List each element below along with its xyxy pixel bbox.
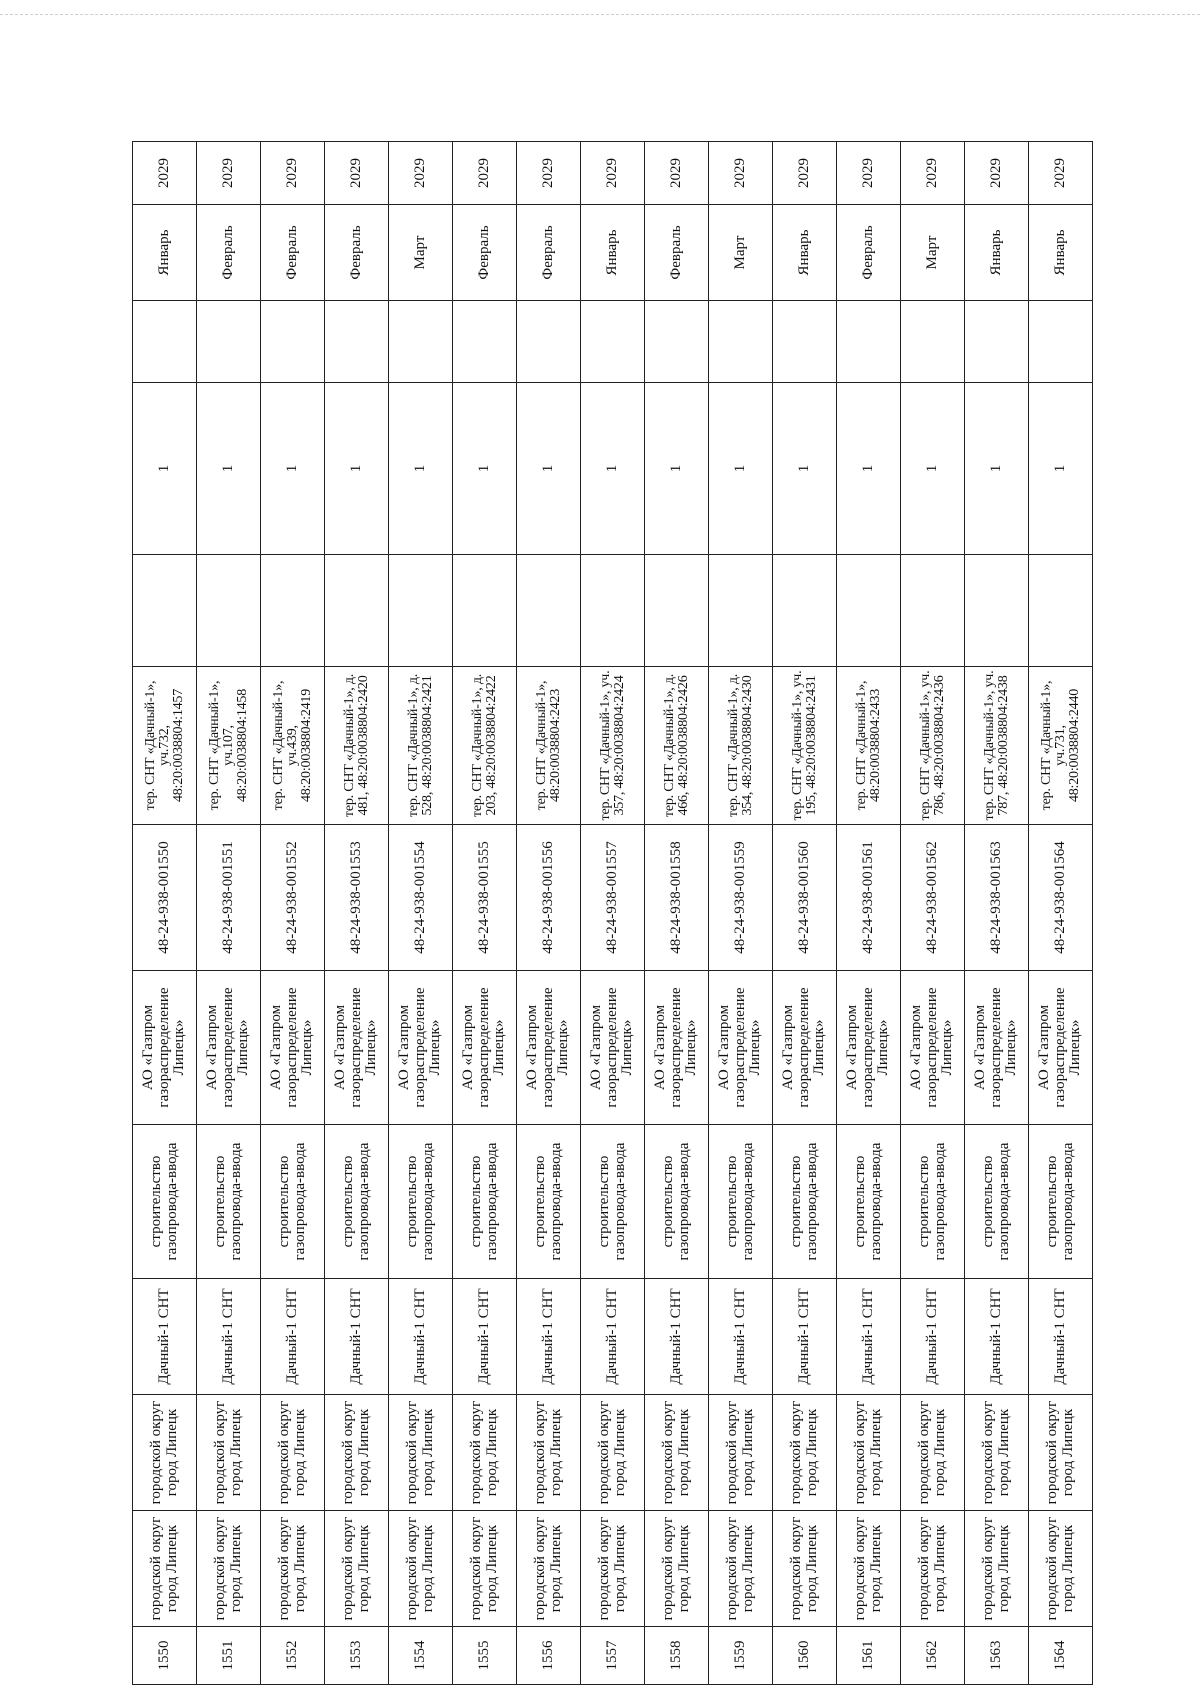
year-cell: 2029 (389, 142, 453, 205)
work-type-cell: строительство газопровода-ввода (837, 1125, 901, 1279)
work-type-cell: строительство газопровода-ввода (389, 1125, 453, 1279)
month-cell: Январь (773, 205, 837, 301)
district-cell: городской округ город Липецк (517, 1511, 581, 1627)
object-code-cell: 48-24-938-001562 (901, 825, 965, 971)
table-row (197, 142, 261, 1685)
empty-cell-2 (773, 301, 837, 383)
quantity-cell: 1 (197, 383, 261, 555)
table-body (133, 142, 1093, 1685)
year-cell: 2029 (325, 142, 389, 205)
municipality-cell: городской округ город Липецк (773, 1395, 837, 1511)
month-cell: Февраль (197, 205, 261, 301)
district-cell: городской округ город Липецк (453, 1511, 517, 1627)
month-cell: Январь (133, 205, 197, 301)
year-cell: 2029 (133, 142, 197, 205)
empty-cell (261, 555, 325, 667)
organization-cell: АО «Газпром газораспределение Липецк» (645, 971, 709, 1125)
municipality-cell: городской округ город Липецк (901, 1395, 965, 1511)
empty-cell (1029, 555, 1093, 667)
object-code-cell: 48-24-938-001557 (581, 825, 645, 971)
quantity-cell: 1 (261, 383, 325, 555)
municipality-cell: городской округ город Липецк (581, 1395, 645, 1511)
organization-cell: АО «Газпром газораспределение Липецк» (133, 971, 197, 1125)
month-cell: Март (901, 205, 965, 301)
address-cell: тер. СНТ «Дачный-1», 48:20:0038804:2433 (837, 667, 901, 825)
address-cell: тер. СНТ «Дачный-1», уч.732, 48:20:0038804:1457 (133, 667, 197, 825)
month-cell: Январь (1029, 205, 1093, 301)
object-code-cell: 48-24-938-001554 (389, 825, 453, 971)
empty-cell-2 (517, 301, 581, 383)
address-cell: тер. СНТ «Дачный-1», 48:20:0038804:2423 (517, 667, 581, 825)
object-code-cell: 48-24-938-001551 (197, 825, 261, 971)
settlement-cell: Дачный-1 СНТ (837, 1279, 901, 1395)
empty-cell-2 (325, 301, 389, 383)
month-cell: Февраль (261, 205, 325, 301)
municipality-cell: городской округ город Липецк (965, 1395, 1029, 1511)
month-cell: Февраль (325, 205, 389, 301)
quantity-cell: 1 (709, 383, 773, 555)
empty-cell (773, 555, 837, 667)
year-cell: 2029 (261, 142, 325, 205)
work-type-cell: строительство газопровода-ввода (901, 1125, 965, 1279)
district-cell: городской округ город Липецк (133, 1511, 197, 1627)
row-number-cell: 1562 (901, 1627, 965, 1685)
empty-cell (133, 555, 197, 667)
month-cell: Февраль (453, 205, 517, 301)
row-number-cell: 1560 (773, 1627, 837, 1685)
table-row (709, 142, 773, 1685)
year-cell: 2029 (581, 142, 645, 205)
quantity-cell: 1 (837, 383, 901, 555)
row-number-cell: 1559 (709, 1627, 773, 1685)
address-cell: тер. СНТ «Дачный-1», уч. 786, 48:20:0038804:2436 (901, 667, 965, 825)
month-cell: Февраль (645, 205, 709, 301)
empty-cell-2 (133, 301, 197, 383)
organization-cell: АО «Газпром газораспределение Липецк» (261, 971, 325, 1125)
row-number-cell: 1553 (325, 1627, 389, 1685)
settlement-cell: Дачный-1 СНТ (581, 1279, 645, 1395)
table-row (261, 142, 325, 1685)
district-cell: городской округ город Липецк (709, 1511, 773, 1627)
work-type-cell: строительство газопровода-ввода (581, 1125, 645, 1279)
municipality-cell: городской округ город Липецк (517, 1395, 581, 1511)
district-cell: городской округ город Липецк (325, 1511, 389, 1627)
organization-cell: АО «Газпром газораспределение Липецк» (1029, 971, 1093, 1125)
organization-cell: АО «Газпром газораспределение Липецк» (581, 971, 645, 1125)
object-code-cell: 48-24-938-001560 (773, 825, 837, 971)
settlement-cell: Дачный-1 СНТ (261, 1279, 325, 1395)
month-cell: Март (389, 205, 453, 301)
quantity-cell: 1 (325, 383, 389, 555)
organization-cell: АО «Газпром газораспределение Липецк» (709, 971, 773, 1125)
organization-cell: АО «Газпром газораспределение Липецк» (837, 971, 901, 1125)
quantity-cell: 1 (773, 383, 837, 555)
address-cell: тер. СНТ «Дачный-1», д. 528, 48:20:0038804:2421 (389, 667, 453, 825)
quantity-cell: 1 (133, 383, 197, 555)
work-type-cell: строительство газопровода-ввода (261, 1125, 325, 1279)
municipality-cell: городской округ город Липецк (453, 1395, 517, 1511)
empty-cell (709, 555, 773, 667)
empty-cell-2 (709, 301, 773, 383)
row-number-cell: 1564 (1029, 1627, 1093, 1685)
work-type-cell: строительство газопровода-ввода (965, 1125, 1029, 1279)
district-cell: городской округ город Липецк (261, 1511, 325, 1627)
work-type-cell: строительство газопровода-ввода (325, 1125, 389, 1279)
address-cell: тер. СНТ «Дачный-1», уч.439, 48:20:0038804:2419 (261, 667, 325, 825)
settlement-cell: Дачный-1 СНТ (773, 1279, 837, 1395)
work-type-cell: строительство газопровода-ввода (709, 1125, 773, 1279)
table-row (965, 142, 1029, 1685)
row-number-cell: 1557 (581, 1627, 645, 1685)
municipality-cell: городской округ город Липецк (197, 1395, 261, 1511)
object-code-cell: 48-24-938-001552 (261, 825, 325, 971)
settlement-cell: Дачный-1 СНТ (133, 1279, 197, 1395)
row-number-cell: 1550 (133, 1627, 197, 1685)
settlement-cell: Дачный-1 СНТ (645, 1279, 709, 1395)
municipality-cell: городской округ город Липецк (1029, 1395, 1093, 1511)
object-code-cell: 48-24-938-001564 (1029, 825, 1093, 971)
month-cell: Февраль (517, 205, 581, 301)
year-cell: 2029 (453, 142, 517, 205)
organization-cell: АО «Газпром газораспределение Липецк» (517, 971, 581, 1125)
empty-cell-2 (1029, 301, 1093, 383)
row-number-cell: 1556 (517, 1627, 581, 1685)
empty-cell-2 (837, 301, 901, 383)
object-code-cell: 48-24-938-001558 (645, 825, 709, 971)
year-cell: 2029 (965, 142, 1029, 205)
municipality-cell: городской округ город Липецк (645, 1395, 709, 1511)
empty-cell-2 (901, 301, 965, 383)
table-row (517, 142, 581, 1685)
organization-cell: АО «Газпром газораспределение Липецк» (197, 971, 261, 1125)
object-code-cell: 48-24-938-001561 (837, 825, 901, 971)
district-cell: городской округ город Липецк (581, 1511, 645, 1627)
year-cell: 2029 (517, 142, 581, 205)
empty-cell-2 (965, 301, 1029, 383)
month-cell: Январь (965, 205, 1029, 301)
table-row (1029, 142, 1093, 1685)
address-cell: тер. СНТ «Дачный-1», д. 354, 48:20:0038804:2430 (709, 667, 773, 825)
quantity-cell: 1 (965, 383, 1029, 555)
address-cell: тер. СНТ «Дачный-1», уч. 787, 48:20:0038804:2438 (965, 667, 1029, 825)
empty-cell-2 (581, 301, 645, 383)
work-type-cell: строительство газопровода-ввода (1029, 1125, 1093, 1279)
quantity-cell: 1 (901, 383, 965, 555)
district-cell: городской округ город Липецк (1029, 1511, 1093, 1627)
settlement-cell: Дачный-1 СНТ (389, 1279, 453, 1395)
table-row (645, 142, 709, 1685)
empty-cell (965, 555, 1029, 667)
work-type-cell: строительство газопровода-ввода (773, 1125, 837, 1279)
district-cell: городской округ город Липецк (197, 1511, 261, 1627)
table-row (773, 142, 837, 1685)
gasification-schedule-table (132, 141, 1093, 1685)
row-number-cell: 1558 (645, 1627, 709, 1685)
address-cell: тер. СНТ «Дачный-1», уч.107, 48:20:0038804:1458 (197, 667, 261, 825)
organization-cell: АО «Газпром газораспределение Липецк» (389, 971, 453, 1125)
row-number-cell: 1561 (837, 1627, 901, 1685)
table-row (133, 142, 197, 1685)
settlement-cell: Дачный-1 СНТ (965, 1279, 1029, 1395)
empty-cell-2 (389, 301, 453, 383)
municipality-cell: городской округ город Липецк (709, 1395, 773, 1511)
municipality-cell: городской округ город Липецк (325, 1395, 389, 1511)
district-cell: городской округ город Липецк (901, 1511, 965, 1627)
district-cell: городской округ город Липецк (645, 1511, 709, 1627)
municipality-cell: городской округ город Липецк (837, 1395, 901, 1511)
table-row (837, 142, 901, 1685)
empty-cell (325, 555, 389, 667)
empty-cell (197, 555, 261, 667)
organization-cell: АО «Газпром газораспределение Липецк» (773, 971, 837, 1125)
settlement-cell: Дачный-1 СНТ (1029, 1279, 1093, 1395)
table-row (453, 142, 517, 1685)
object-code-cell: 48-24-938-001553 (325, 825, 389, 971)
municipality-cell: городской округ город Липецк (133, 1395, 197, 1511)
work-type-cell: строительство газопровода-ввода (133, 1125, 197, 1279)
year-cell: 2029 (837, 142, 901, 205)
row-number-cell: 1551 (197, 1627, 261, 1685)
month-cell: Февраль (837, 205, 901, 301)
row-number-cell: 1563 (965, 1627, 1029, 1685)
quantity-cell: 1 (517, 383, 581, 555)
settlement-cell: Дачный-1 СНТ (197, 1279, 261, 1395)
district-cell: городской округ город Липецк (837, 1511, 901, 1627)
year-cell: 2029 (901, 142, 965, 205)
year-cell: 2029 (1029, 142, 1093, 205)
object-code-cell: 48-24-938-001563 (965, 825, 1029, 971)
organization-cell: АО «Газпром газораспределение Липецк» (901, 971, 965, 1125)
empty-cell-2 (197, 301, 261, 383)
empty-cell (645, 555, 709, 667)
settlement-cell: Дачный-1 СНТ (325, 1279, 389, 1395)
organization-cell: АО «Газпром газораспределение Липецк» (965, 971, 1029, 1125)
year-cell: 2029 (645, 142, 709, 205)
row-number-cell: 1552 (261, 1627, 325, 1685)
table-row (389, 142, 453, 1685)
empty-cell-2 (453, 301, 517, 383)
organization-cell: АО «Газпром газораспределение Липецк» (325, 971, 389, 1125)
quantity-cell: 1 (453, 383, 517, 555)
address-cell: тер. СНТ «Дачный-1», д. 203, 48:20:0038804:2422 (453, 667, 517, 825)
object-code-cell: 48-24-938-001559 (709, 825, 773, 971)
empty-cell (453, 555, 517, 667)
table-row (581, 142, 645, 1685)
object-code-cell: 48-24-938-001556 (517, 825, 581, 971)
organization-cell: АО «Газпром газораспределение Липецк» (453, 971, 517, 1125)
address-cell: тер. СНТ «Дачный-1», уч. 357, 48:20:0038804:2424 (581, 667, 645, 825)
municipality-cell: городской округ город Липецк (389, 1395, 453, 1511)
scan-edge-line (0, 14, 1200, 15)
municipality-cell: городской округ город Липецк (261, 1395, 325, 1511)
work-type-cell: строительство газопровода-ввода (453, 1125, 517, 1279)
month-cell: Январь (581, 205, 645, 301)
table-row (325, 142, 389, 1685)
empty-cell (517, 555, 581, 667)
year-cell: 2029 (773, 142, 837, 205)
empty-cell-2 (261, 301, 325, 383)
settlement-cell: Дачный-1 СНТ (517, 1279, 581, 1395)
work-type-cell: строительство газопровода-ввода (645, 1125, 709, 1279)
quantity-cell: 1 (1029, 383, 1093, 555)
empty-cell-2 (645, 301, 709, 383)
empty-cell (389, 555, 453, 667)
year-cell: 2029 (197, 142, 261, 205)
settlement-cell: Дачный-1 СНТ (709, 1279, 773, 1395)
district-cell: городской округ город Липецк (389, 1511, 453, 1627)
district-cell: городской округ город Липецк (965, 1511, 1029, 1627)
address-cell: тер. СНТ «Дачный-1», уч. 195, 48:20:0038804:2431 (773, 667, 837, 825)
work-type-cell: строительство газопровода-ввода (517, 1125, 581, 1279)
year-cell: 2029 (709, 142, 773, 205)
work-type-cell: строительство газопровода-ввода (197, 1125, 261, 1279)
empty-cell (837, 555, 901, 667)
settlement-cell: Дачный-1 СНТ (901, 1279, 965, 1395)
row-number-cell: 1554 (389, 1627, 453, 1685)
table-row (901, 142, 965, 1685)
district-cell: городской округ город Липецк (773, 1511, 837, 1627)
empty-cell (581, 555, 645, 667)
quantity-cell: 1 (389, 383, 453, 555)
settlement-cell: Дачный-1 СНТ (453, 1279, 517, 1395)
month-cell: Март (709, 205, 773, 301)
object-code-cell: 48-24-938-001550 (133, 825, 197, 971)
row-number-cell: 1555 (453, 1627, 517, 1685)
address-cell: тер. СНТ «Дачный-1», д. 481, 48:20:0038804:2420 (325, 667, 389, 825)
address-cell: тер. СНТ «Дачный-1», уч.731, 48:20:0038804:2440 (1029, 667, 1093, 825)
empty-cell (901, 555, 965, 667)
quantity-cell: 1 (645, 383, 709, 555)
address-cell: тер. СНТ «Дачный-1», д. 466, 48:20:0038804:2426 (645, 667, 709, 825)
object-code-cell: 48-24-938-001555 (453, 825, 517, 971)
quantity-cell: 1 (581, 383, 645, 555)
rotated-table-sheet (132, 142, 1092, 1685)
